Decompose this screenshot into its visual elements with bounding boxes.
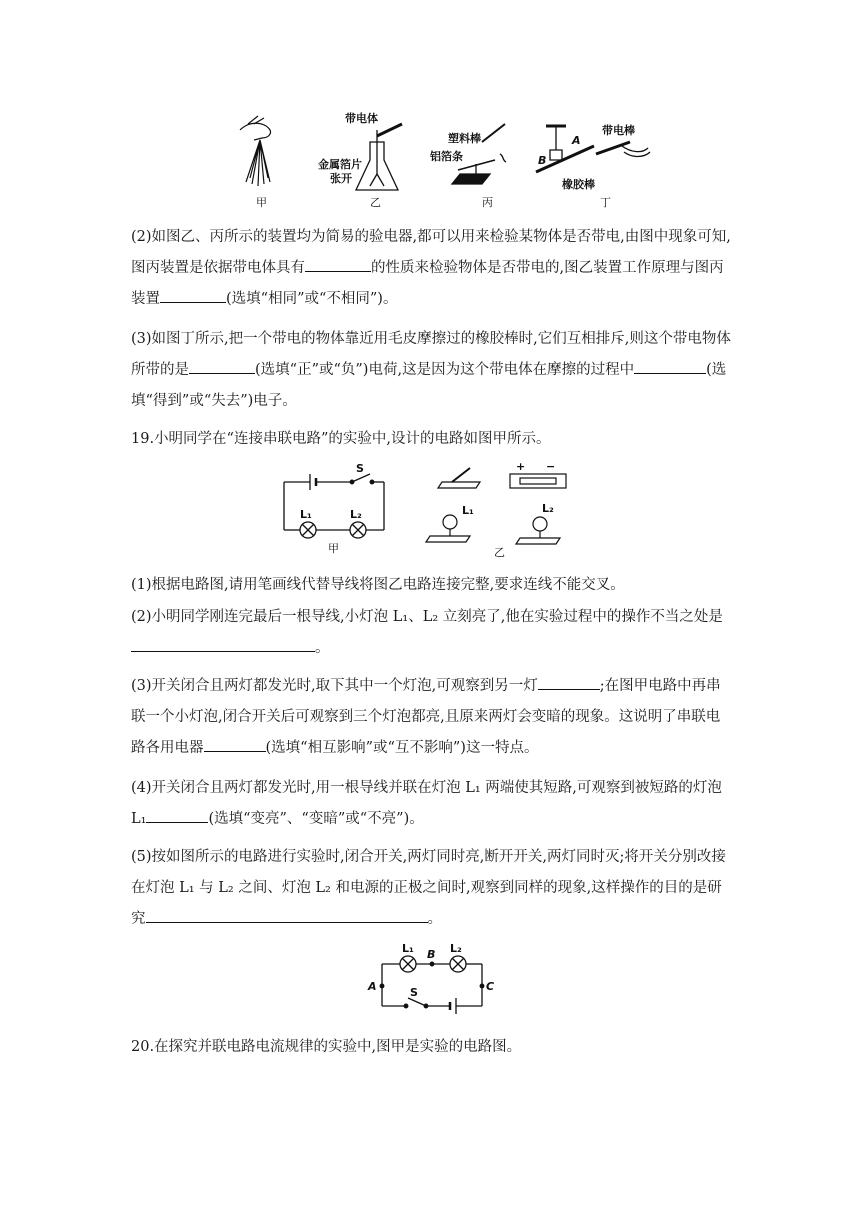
label-switch-s: S [356, 462, 364, 475]
label-l1: L₁ [462, 504, 474, 517]
label-switch-s: S [410, 986, 418, 999]
answer-blank[interactable] [189, 357, 255, 374]
q20-intro: 20.在探究并联电路电流规律的实验中,图甲是实验的电路图。 [131, 1039, 522, 1055]
q19-part4: (4)开关闭合且两灯都发光时,用一根导线并联在灯泡 L₁ 两端使其短路,可观察到被短路的灯泡 L₁ (选填“变亮”、“变暗”或“不亮”)。 [131, 780, 722, 827]
label-point-a: A [572, 134, 581, 147]
figure-series-circuit [280, 460, 580, 560]
label-point-b: B [427, 948, 436, 961]
q19-part3: (3)开关闭合且两灯都发光时,取下其中一个灯泡,可观察到另一灯 ;在图甲电路中再串联一个小灯泡,闭合开关后可观察到三个灯泡都亮,且原来两灯会变暗的现象。这说明了串联电路各用电器 (选填“相互影响”或“互不影响”)这一特点。 [131, 671, 731, 764]
q19-part2: (2)小明同学刚连完最后一根导线,小灯泡 L₁、L₂ 立刻亮了,他在实验过程中的操作不当之处是。 [131, 609, 723, 656]
fig-jia-hand-strips [240, 116, 271, 186]
caption-ding: 丁 [600, 196, 611, 209]
figure-charge-experiments [210, 112, 660, 212]
answer-blank[interactable] [204, 735, 266, 752]
caption-jia: 甲 [256, 196, 267, 209]
label-l2: L₂ [350, 508, 362, 521]
answer-blank[interactable] [305, 255, 371, 272]
label-open: 张开 [330, 172, 352, 185]
label-point-b: B [538, 154, 547, 167]
q19-part5: (5)按如图所示的电路进行实验时,闭合开关,两灯同时亮,断开开关,两灯同时灭;将开关分别改接在灯泡 L₁ 与 L₂ 之间、灯泡 L₂ 和电源的正极之间时,观察到同样的现象,这样操作的目的是研究 。 [131, 849, 726, 927]
label-battery-minus: − [546, 460, 556, 473]
label-l2: L₂ [542, 502, 554, 515]
label-point-a: A [368, 980, 377, 993]
label-charged-rod: 带电棒 [602, 124, 635, 137]
circuit-jia [284, 474, 384, 538]
label-l1: L₁ [300, 508, 312, 521]
answer-blank[interactable] [146, 906, 428, 923]
caption-yi: 乙 [370, 196, 381, 209]
label-rubber-rod: 橡胶棒 [562, 178, 595, 191]
caption-bing: 丙 [482, 196, 493, 209]
label-point-c: C [486, 980, 495, 993]
q18-part3: (3)如图丁所示,把一个带电的物体靠近用毛皮摩擦过的橡胶棒时,它们互相排斥,则这个带电物体所带的是 (选填“正”或“负”)电荷,这是因为这个带电体在摩擦的过程中 (选填“得到”或“失去”)电子。 [131, 331, 731, 409]
label-l1: L₁ [402, 942, 414, 955]
answer-blank[interactable] [131, 635, 315, 652]
q19-part1: (1)根据电路图,请用笔画线代替导线将图乙电路连接完整,要求连线不能交叉。 [131, 577, 625, 593]
label-charged-body: 带电体 [345, 112, 378, 125]
q18-part2: (2)如图乙、丙所示的装置均为简易的验电器,都可以用来检验某物体是否带电,由图中现象可知,图丙装置是依据带电体具有 的性质来检验物体是否带电的,图乙装置工作原理与图丙装置 (选填“相同”或“不相同”)。 [131, 229, 731, 307]
figure-series-circuit-abc [364, 940, 514, 1020]
answer-blank[interactable] [634, 357, 706, 374]
caption-yi: 乙 [494, 546, 505, 559]
label-l2: L₂ [450, 942, 462, 955]
answer-blank[interactable] [160, 286, 226, 303]
q19-intro: 19.小明同学在“连接串联电路”的实验中,设计的电路如图甲所示。 [131, 431, 551, 447]
label-plastic-rod: 塑料棒 [448, 132, 481, 145]
label-battery-plus: + [516, 460, 526, 473]
label-foil-strip: 铝箔条 [430, 150, 463, 163]
answer-blank[interactable] [146, 806, 208, 823]
label-metal-foil: 金属箔片 [318, 158, 362, 171]
caption-jia: 甲 [328, 542, 339, 555]
circuit-abc [380, 956, 484, 1014]
fig-yi-electroscope [356, 124, 402, 190]
answer-blank[interactable] [538, 673, 600, 690]
